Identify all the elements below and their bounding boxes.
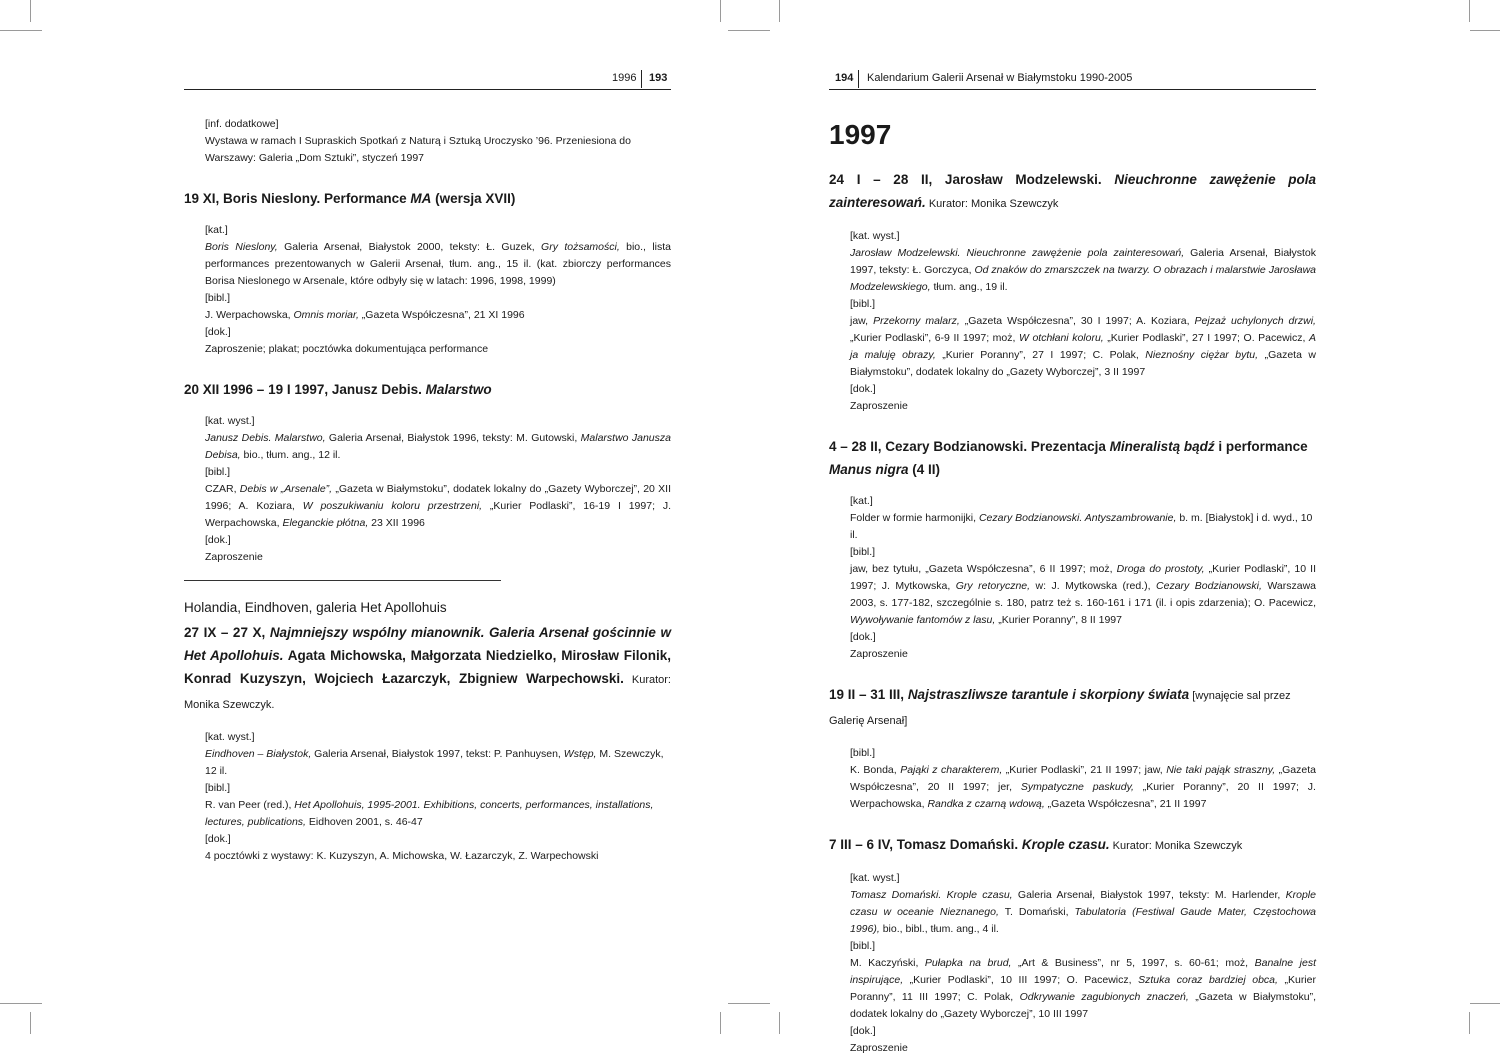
section-tag: [dok.]: [850, 1025, 876, 1037]
header-separator: [858, 70, 859, 88]
header-title: Kalendarium Galerii Arsenał w Białymstoku 1990-2005: [867, 72, 1133, 84]
documentation-text: Zaproszenie: [205, 551, 263, 563]
documentation-text: 4 pocztówki z wystawy: K. Kuzyszyn, A. Michowska, W. Łazarczyk, Z. Warpechowski: [205, 850, 599, 862]
page-number: 194: [835, 72, 854, 84]
entry-title: 27 IX – 27 X, Najmniejszy wspólny mianownik. Galeria Arsenał gościnnie w Het Apollohuis. Agata Michowska, Małgorzata Niedzielko, Mirosław Filonik, Konrad Kuzyszyn, Wojciech Łazarczyk, Zbigniew Warpechowski. Kurator: Monika Szewczyk.: [184, 625, 671, 711]
intro-block: [184, 116, 671, 167]
entry-title: 4 – 28 II, Cezary Bodzianowski. Prezentacja Mineralistą bądź i performance Manus nigra (4 II): [829, 439, 1308, 477]
entry-details: [184, 729, 671, 865]
documentation-text: Zaproszenie: [850, 1042, 908, 1054]
year-heading: 1997: [829, 119, 892, 150]
crop-mark: [720, 0, 721, 22]
bibliography-text: J. Werpachowska, Omnis moriar, „Gazeta Współczesna”, 21 XI 1996: [205, 309, 525, 321]
crop-mark: [720, 1012, 721, 1034]
entry-title: 20 XII 1996 – 19 I 1997, Janusz Debis. Malarstwo: [184, 382, 492, 397]
crop-mark: [1470, 1003, 1500, 1004]
bibliography-text: M. Kaczyński, Pułapka na brud, „Art & Business”, nr 5, 1997, s. 60-61; moż, Banalne jest inspirujące, „Kurier Podlaski”, 10 III 1997; O. Pacewicz, Sztuka coraz bardziej obca, „Kurier Poranny”, 11 III 1997; C. Polak, Odkrywanie zagubionych znaczeń, „Gazeta w Białymstoku”, dodatek lokalny do „Gazety Wyborczej”, 10 III 1997: [850, 957, 1316, 1020]
section-tag: [dok.]: [205, 833, 231, 845]
entry-details: [829, 745, 1316, 813]
section-tag: [dok.]: [850, 383, 876, 395]
catalogue-text: Folder w formie harmonijki, Cezary Bodzianowski. Antyszambrowanie, b. m. [Białystok] i d. wyd., 10 il.: [850, 512, 1313, 541]
section-tag: [kat.]: [850, 495, 873, 507]
section-tag: [bibl.]: [850, 546, 876, 558]
entry-details: [829, 493, 1316, 663]
section-tag: [dok.]: [205, 534, 231, 546]
intro-text: Wystawa w ramach I Supraskich Spotkań z Naturą i Sztuką Uroczysko ’96. Przeniesiona do Warszawy: Galeria „Dom Sztuki”, styczeń 1997: [205, 135, 631, 164]
entry-details: [829, 870, 1316, 1057]
section-tag: [kat. wyst.]: [850, 872, 900, 884]
crop-mark: [1469, 0, 1470, 22]
section-tag: [kat.]: [205, 224, 228, 236]
entry-title: 24 I – 28 II, Jarosław Modzelewski. Nieuchronne zawężenie pola zainteresowań. Kurator: Monika Szewczyk: [829, 172, 1317, 210]
crop-mark: [728, 1003, 770, 1004]
section-divider: [184, 580, 501, 581]
crop-mark: [779, 0, 780, 22]
section-tag: [dok.]: [205, 326, 231, 338]
section-tag: [kat. wyst.]: [205, 731, 255, 743]
venue-heading: Holandia, Eindhoven, galeria Het Apollohuis: [184, 600, 447, 615]
entry-details: [184, 413, 671, 566]
running-header: [184, 70, 671, 90]
bibliography-text: CZAR, Debis w „Arsenale”, „Gazeta w Białymstoku”, dodatek lokalny do „Gazety Wyborczej”, 20 XII 1996; A. Koziara, W poszukiwaniu koloru przestrzeni, „Kurier Podlaski”, 16-19 I 1997; J. Werpachowska, Eleganckie płótna, 23 XII 1996: [205, 483, 672, 529]
bibliography-text: jaw, Przekorny malarz, „Gazeta Współczesna”, 30 I 1997; A. Koziara, Pejzaż uchylonych drzwi, „Kurier Podlaski”, 6-9 II 1997; moż, W otchłani koloru, „Kurier Podlaski”, 27 I 1997; O. Pacewicz, A ja maluję obrazy, „Kurier Poranny”, 27 I 1997; C. Polak, Nieznośny ciężar bytu, „Gazeta w Białymstoku”, dodatek lokalny do „Gazety Wyborczej”, 3 II 1997: [850, 315, 1317, 378]
section-tag: [dok.]: [850, 631, 876, 643]
bibliography-text: K. Bonda, Pająki z charakterem, „Kurier Podlaski”, 21 II 1997; jaw, Nie taki pająk straszny, „Gazeta Współczesna”, 20 II 1997; jer, Sympatyczne paskudy, „Kurier Poranny”, 20 II 1997; J. Werpachowska, Randka z czarną wdową, „Gazeta Współczesna”, 21 II 1997: [850, 764, 1316, 810]
crop-mark: [0, 30, 42, 31]
catalogue-text: Boris Nieslony, Galeria Arsenał, Białystok 2000, teksty: Ł. Guzek, Gry tożsamości, bio., lista performances prezentowanych w Galerii Arsenał, tłum. ang., 15 il. (kat. zbiorczy performances Borisa Nieslonego w Arsenale, które odbyły się w latach: 1996, 1998, 1999): [205, 241, 672, 287]
crop-mark: [1470, 30, 1500, 31]
page-body: [829, 118, 1316, 1057]
entry-title: 19 XI, Boris Nieslony. Performance MA (wersja XVII): [184, 191, 516, 206]
section-tag: [kat. wyst.]: [850, 230, 900, 242]
section-tag: [bibl.]: [850, 747, 876, 759]
documentation-text: Zaproszenie: [850, 400, 908, 412]
catalogue-text: Tomasz Domański. Krople czasu, Galeria Arsenał, Białystok 1997, teksty: M. Harlender, Krople czasu w oceanie Nieznanego, T. Domański, Tabulatoria (Festiwal Gaude Mater, Częstochowa 1996), bio., bibl., tłum. ang., 4 il.: [850, 889, 1316, 935]
catalogue-text: Jarosław Modzelewski. Nieuchronne zawężenie pola zainteresowań, Galeria Arsenał, Białystok 1997, teksty: Ł. Gorczyca, Od znaków do zmarszczek na twarzy. O obrazach i malarstwie Jarosława Modzelewskiego, tłum. ang., 19 il.: [850, 247, 1316, 293]
section-tag: [bibl.]: [850, 298, 876, 310]
entry-title: 7 III – 6 IV, Tomasz Domański. Krople czasu. Kurator: Monika Szewczyk: [829, 837, 1243, 852]
documentation-text: Zaproszenie: [850, 648, 908, 660]
catalogue-text: Eindhoven – Białystok, Galeria Arsenał, Białystok 1997, tekst: P. Panhuysen, Wstęp, M. Szewczyk, 12 il.: [205, 748, 664, 777]
crop-mark: [0, 1003, 42, 1004]
crop-mark: [728, 30, 770, 31]
entry-details: [184, 222, 671, 358]
running-header: [829, 70, 1316, 90]
crop-mark: [30, 1012, 31, 1034]
section-tag: [bibl.]: [205, 782, 231, 794]
crop-mark: [30, 0, 31, 22]
header-separator: [641, 70, 642, 88]
section-tag: [kat. wyst.]: [205, 415, 255, 427]
crop-mark: [1469, 1012, 1470, 1034]
catalogue-text: Janusz Debis. Malarstwo, Galeria Arsenał, Białystok 1996, teksty: M. Gutowski, Malarstwo Janusza Debisa, bio., tłum. ang., 12 il.: [205, 432, 671, 461]
bibliography-text: jaw, bez tytułu, „Gazeta Współczesna”, 6 II 1997; moż, Droga do prostoty, „Kurier Podlaski”, 10 II 1997; J. Mytkowska, Gry retoryczne, w: J. Mytkowska (red.), Cezary Bodzianowski, Warszawa 2003, s. 177-182, szczególnie s. 180, patrz też s. 160-161 i 171 (il. i opis zdarzenia); O. Pacewicz, Wywoływanie fantomów z lasu, „Kurier Poranny”, 8 II 1997: [850, 563, 1316, 626]
section-tag: [inf. dodatkowe]: [205, 118, 279, 130]
documentation-text: Zaproszenie; plakat; pocztówka dokumentująca performance: [205, 343, 489, 355]
section-tag: [bibl.]: [205, 292, 231, 304]
section-tag: [bibl.]: [850, 940, 876, 952]
crop-mark: [779, 1012, 780, 1034]
header-year: 1996: [612, 72, 637, 84]
section-tag: [bibl.]: [205, 466, 231, 478]
entry-title: 19 II – 31 III, Najstraszliwsze tarantule i skorpiony świata [wynajęcie sal przez Galerię Arsenał]: [829, 687, 1291, 727]
entry-details: [829, 228, 1316, 415]
page-body: [184, 116, 671, 865]
bibliography-text: R. van Peer (red.), Het Apollohuis, 1995-2001. Exhibitions, concerts, performances, installations, lectures, publications, Eidhoven 2001, s. 46-47: [205, 799, 654, 828]
page-number: 193: [649, 72, 668, 84]
